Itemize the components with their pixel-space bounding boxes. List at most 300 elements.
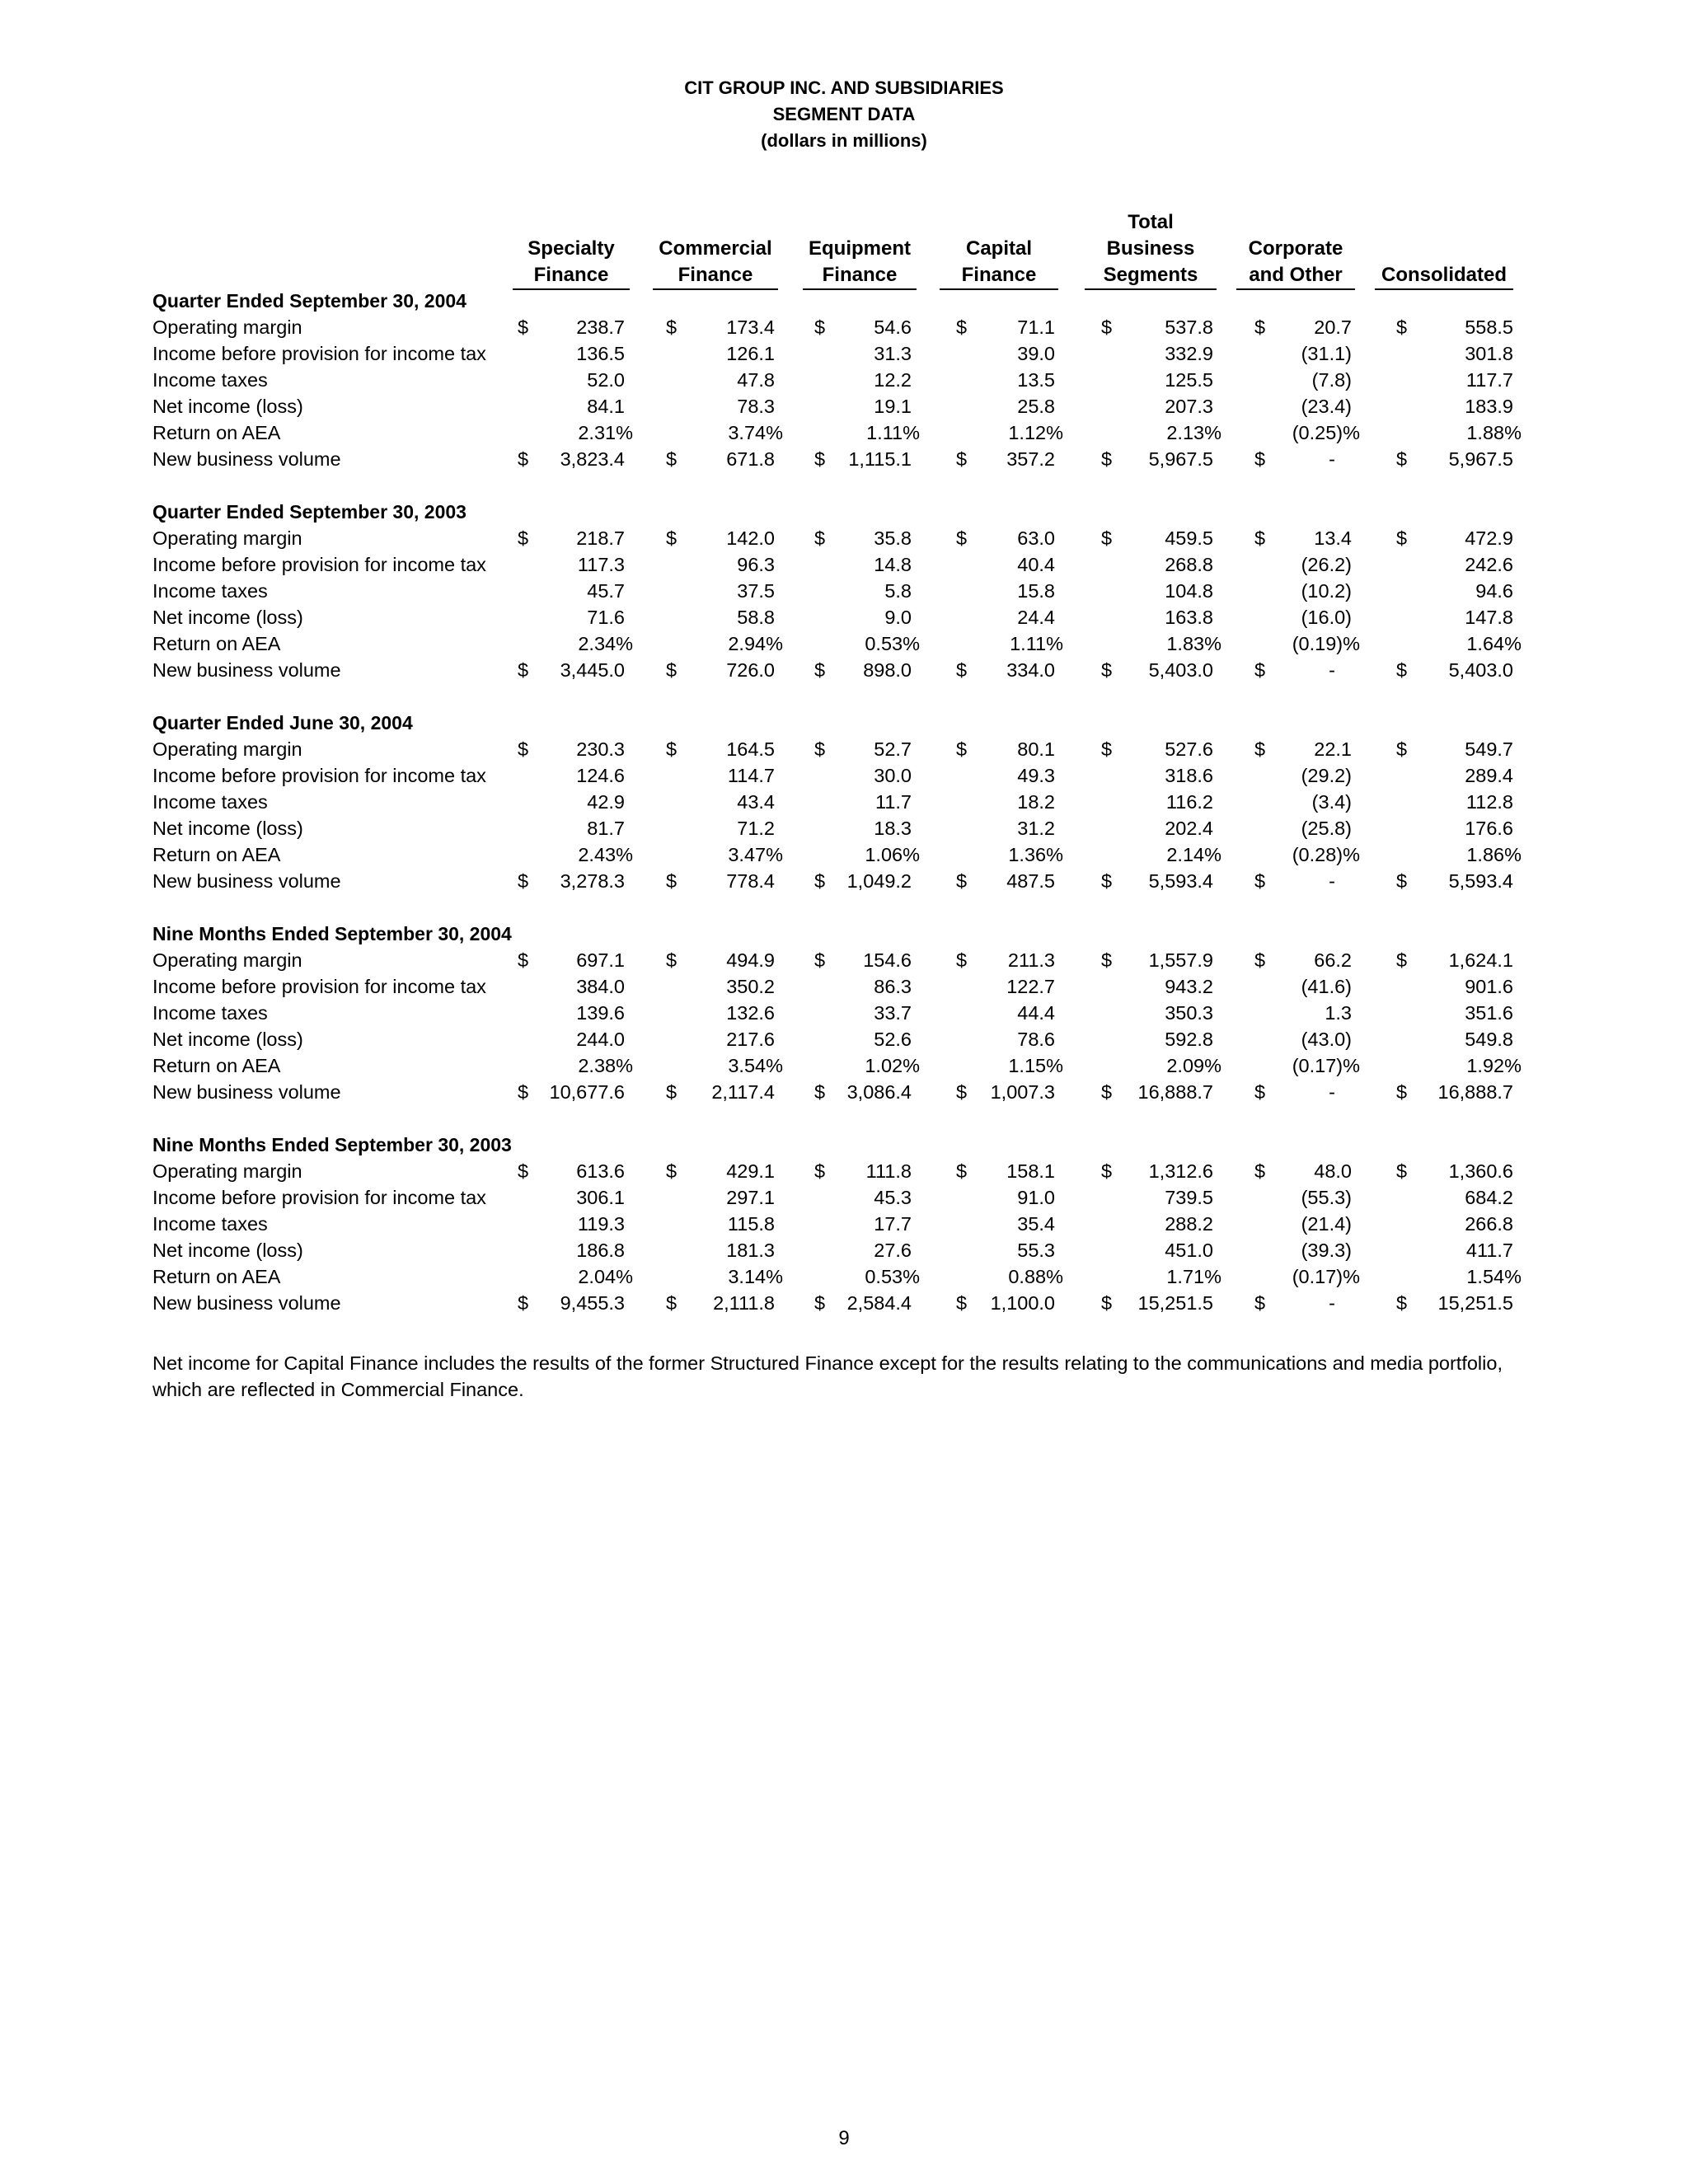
currency-symbol: $ [1101, 738, 1113, 760]
table-cell: 55.3 [1017, 1240, 1055, 1261]
table-cell: 42.9 [587, 791, 625, 813]
table-cell: 5.8 [884, 580, 912, 602]
row-label: Income before provision for income tax [152, 976, 486, 997]
column-header-line: Finance [822, 264, 898, 286]
table-cell: 154.6 [863, 949, 912, 971]
table-cell: 0.53% [865, 633, 920, 654]
table-cell: 1.11% [866, 422, 920, 443]
table-cell: 238.7 [576, 316, 625, 338]
table-cell: 1,624.1 [1448, 949, 1513, 971]
currency-symbol: $ [956, 738, 968, 760]
row-label: Income taxes [152, 1213, 268, 1235]
currency-symbol: $ [814, 870, 826, 892]
column-header-line: Equipment [809, 237, 911, 260]
currency-symbol: $ [1254, 1292, 1266, 1314]
table-cell: 1.71% [1166, 1266, 1221, 1287]
currency-symbol: $ [518, 316, 529, 338]
table-cell: (16.0) [1301, 607, 1352, 628]
table-cell: 66.2 [1314, 949, 1352, 971]
table-cell: (10.2) [1301, 580, 1352, 602]
row-label: Operating margin [152, 1160, 302, 1182]
table-cell: 459.5 [1165, 527, 1213, 549]
table-cell: 71.2 [737, 818, 775, 839]
table-cell: 1.06% [865, 844, 920, 865]
row-label: Operating margin [152, 949, 302, 971]
table-cell: 3.14% [728, 1266, 783, 1287]
table-cell: 16,888.7 [1137, 1081, 1213, 1103]
row-label: New business volume [152, 659, 341, 681]
table-cell: 350.2 [726, 976, 775, 997]
column-header-line: and Other [1249, 264, 1343, 286]
table-cell: 158.1 [1006, 1160, 1055, 1182]
row-label: Income taxes [152, 369, 268, 391]
row-label: Operating margin [152, 316, 302, 338]
currency-symbol: $ [1101, 1292, 1113, 1314]
table-cell: 1.54% [1466, 1266, 1522, 1287]
currency-symbol: $ [956, 527, 968, 549]
table-cell: 147.8 [1465, 607, 1513, 628]
currency-symbol: $ [666, 870, 678, 892]
table-cell: 2.34% [578, 633, 633, 654]
row-label: Operating margin [152, 527, 302, 549]
currency-symbol: $ [814, 1292, 826, 1314]
table-cell: 91.0 [1017, 1187, 1055, 1208]
table-cell: - [1329, 870, 1335, 892]
table-cell: 96.3 [737, 554, 775, 575]
table-cell: 2,584.4 [846, 1292, 912, 1314]
table-cell: 78.6 [1017, 1029, 1055, 1050]
currency-symbol: $ [518, 949, 529, 971]
column-header-line: Business [1106, 237, 1195, 260]
column-header-line: Capital [965, 237, 1032, 260]
table-cell: 2.31% [578, 422, 633, 443]
table-cell: 49.3 [1017, 765, 1055, 786]
table-cell: 25.8 [1017, 396, 1055, 417]
table-cell: 81.7 [587, 818, 625, 839]
table-cell: 124.6 [576, 765, 625, 786]
table-cell: 112.8 [1465, 791, 1513, 813]
table-cell: 13.4 [1314, 527, 1352, 549]
table-cell: (3.4) [1311, 791, 1352, 813]
table-cell: 116.2 [1165, 791, 1213, 813]
table-cell: 429.1 [726, 1160, 775, 1182]
table-cell: 40.4 [1017, 554, 1055, 575]
table-cell: 35.8 [874, 527, 912, 549]
table-cell: 22.1 [1314, 738, 1352, 760]
table-cell: 5,593.4 [1148, 870, 1213, 892]
table-cell: 1,312.6 [1148, 1160, 1213, 1182]
currency-symbol: $ [666, 1160, 678, 1182]
table-cell: 218.7 [576, 527, 625, 549]
row-label: Income taxes [152, 1002, 268, 1024]
currency-symbol: $ [1101, 949, 1113, 971]
currency-symbol: $ [518, 1081, 529, 1103]
table-cell: 1.12% [1008, 422, 1063, 443]
table-cell: 943.2 [1165, 976, 1213, 997]
row-label: New business volume [152, 1292, 341, 1314]
currency-symbol: $ [518, 448, 529, 470]
table-cell: 104.8 [1165, 580, 1213, 602]
table-cell: 13.5 [1017, 369, 1055, 391]
currency-symbol: $ [1396, 1081, 1408, 1103]
table-cell: 3,445.0 [560, 659, 625, 681]
section-title: Quarter Ended September 30, 2004 [152, 290, 467, 312]
column-header-line: Finance [533, 264, 609, 286]
currency-symbol: $ [1254, 659, 1266, 681]
currency-symbol: $ [1396, 1292, 1408, 1314]
table-cell: 384.0 [576, 976, 625, 997]
table-cell: 207.3 [1165, 396, 1213, 417]
table-cell: 266.8 [1465, 1213, 1513, 1235]
table-cell: (39.3) [1301, 1240, 1352, 1261]
table-cell: 1.3 [1325, 1002, 1352, 1024]
column-header [803, 236, 917, 290]
column-header-line: Total [1128, 211, 1174, 233]
table-cell: 45.7 [587, 580, 625, 602]
table-cell: 306.1 [576, 1187, 625, 1208]
table-cell: (31.1) [1301, 343, 1352, 364]
section-title: Quarter Ended September 30, 2003 [152, 501, 467, 523]
column-header-line: Segments [1103, 264, 1198, 286]
row-label: Return on AEA [152, 633, 281, 654]
table-cell: 558.5 [1465, 316, 1513, 338]
table-cell: 0.88% [1008, 1266, 1063, 1287]
currency-symbol: $ [1396, 738, 1408, 760]
row-label: Return on AEA [152, 1266, 281, 1287]
table-cell: 2.94% [728, 633, 783, 654]
table-cell: 318.6 [1165, 765, 1213, 786]
currency-symbol: $ [956, 1160, 968, 1182]
table-cell: 35.4 [1017, 1213, 1055, 1235]
section-title: Nine Months Ended September 30, 2003 [152, 1134, 512, 1155]
table-cell: - [1329, 1081, 1335, 1103]
table-cell: 2.38% [578, 1055, 633, 1076]
table-cell: 117.3 [577, 554, 625, 575]
table-cell: 173.4 [726, 316, 775, 338]
table-cell: 52.7 [874, 738, 912, 760]
currency-symbol: $ [1254, 1081, 1266, 1103]
row-label: Income before provision for income tax [152, 765, 486, 786]
table-cell: 411.7 [1465, 1240, 1513, 1261]
table-cell: 2,117.4 [711, 1081, 775, 1103]
row-label: Income before provision for income tax [152, 343, 486, 364]
table-cell: (26.2) [1301, 554, 1352, 575]
table-cell: 10,677.6 [549, 1081, 625, 1103]
table-cell: 537.8 [1165, 316, 1213, 338]
table-cell: 122.7 [1006, 976, 1055, 997]
table-cell: 142.0 [726, 527, 775, 549]
currency-symbol: $ [1101, 1081, 1113, 1103]
table-cell: 117.7 [1465, 369, 1513, 391]
currency-symbol: $ [1254, 738, 1266, 760]
row-label: Income before provision for income tax [152, 1187, 486, 1208]
table-cell: (0.19)% [1292, 633, 1360, 654]
table-cell: 1,007.3 [990, 1081, 1055, 1103]
table-cell: 114.7 [727, 765, 775, 786]
table-cell: 48.0 [1314, 1160, 1352, 1182]
table-cell: 31.3 [874, 343, 912, 364]
table-cell: 183.9 [1465, 396, 1513, 417]
currency-symbol: $ [1101, 1160, 1113, 1182]
table-cell: 19.1 [874, 396, 912, 417]
currency-symbol: $ [1254, 870, 1266, 892]
table-cell: 47.8 [737, 369, 775, 391]
table-cell: 43.4 [737, 791, 775, 813]
table-cell: - [1329, 659, 1335, 681]
currency-symbol: $ [814, 527, 826, 549]
column-header [940, 236, 1058, 290]
currency-symbol: $ [518, 659, 529, 681]
table-cell: 778.4 [726, 870, 775, 892]
table-cell: 132.6 [726, 1002, 775, 1024]
currency-symbol: $ [518, 1160, 529, 1182]
row-label: Income taxes [152, 580, 268, 602]
table-cell: (55.3) [1301, 1187, 1352, 1208]
table-cell: 31.2 [1017, 818, 1055, 839]
table-cell: 684.2 [1465, 1187, 1513, 1208]
table-cell: 15,251.5 [1137, 1292, 1213, 1314]
table-cell: (29.2) [1301, 765, 1352, 786]
table-cell: 115.8 [727, 1213, 775, 1235]
currency-symbol: $ [666, 527, 678, 549]
currency-symbol: $ [956, 1292, 968, 1314]
table-cell: 549.7 [1465, 738, 1513, 760]
currency-symbol: $ [1101, 527, 1113, 549]
table-cell: 3.47% [728, 844, 783, 865]
table-cell: 217.6 [726, 1029, 775, 1050]
currency-symbol: $ [956, 949, 968, 971]
currency-symbol: $ [1101, 448, 1113, 470]
table-cell: (41.6) [1301, 976, 1352, 997]
table-cell: 1.64% [1466, 633, 1522, 654]
row-label: Net income (loss) [152, 818, 303, 839]
table-cell: 351.6 [1465, 1002, 1513, 1024]
table-cell: 332.9 [1165, 343, 1213, 364]
table-cell: 94.6 [1475, 580, 1513, 602]
table-cell: 242.6 [1465, 554, 1513, 575]
currency-symbol: $ [814, 316, 826, 338]
table-cell: 3,278.3 [560, 870, 625, 892]
table-cell: 268.8 [1165, 554, 1213, 575]
currency-symbol: $ [1396, 949, 1408, 971]
section-title: Nine Months Ended September 30, 2004 [152, 923, 512, 944]
table-cell: 211.3 [1007, 949, 1055, 971]
table-cell: - [1329, 1292, 1335, 1314]
table-cell: 5,403.0 [1448, 659, 1513, 681]
column-header [1236, 236, 1355, 290]
currency-symbol: $ [814, 949, 826, 971]
table-cell: (43.0) [1301, 1029, 1352, 1050]
table-cell: 12.2 [874, 369, 912, 391]
currency-symbol: $ [518, 1292, 529, 1314]
currency-symbol: $ [1254, 527, 1266, 549]
table-cell: 202.4 [1165, 818, 1213, 839]
table-cell: 54.6 [874, 316, 912, 338]
table-cell: 33.7 [874, 1002, 912, 1024]
column-header [1085, 209, 1217, 290]
table-cell: 11.7 [875, 791, 912, 813]
table-cell: 289.4 [1465, 765, 1513, 786]
table-cell: (25.8) [1301, 818, 1352, 839]
table-cell: 126.1 [726, 343, 775, 364]
table-cell: 494.9 [726, 949, 775, 971]
table-cell: 86.3 [874, 976, 912, 997]
table-cell: 78.3 [737, 396, 775, 417]
table-cell: 244.0 [576, 1029, 625, 1050]
table-cell: 549.8 [1465, 1029, 1513, 1050]
currency-symbol: $ [814, 738, 826, 760]
table-cell: 1,100.0 [990, 1292, 1055, 1314]
table-cell: 3,086.4 [846, 1081, 912, 1103]
row-label: Net income (loss) [152, 607, 303, 628]
currency-symbol: $ [956, 1081, 968, 1103]
table-cell: 2.43% [578, 844, 633, 865]
table-cell: 1.92% [1466, 1055, 1522, 1076]
table-cell: 18.2 [1017, 791, 1055, 813]
currency-symbol: $ [666, 738, 678, 760]
table-cell: 9,455.3 [560, 1292, 625, 1314]
table-cell: 1,557.9 [1148, 949, 1213, 971]
row-label: Income before provision for income tax [152, 554, 486, 575]
table-cell: 176.6 [1465, 818, 1513, 839]
table-cell: (21.4) [1301, 1213, 1352, 1235]
table-cell: 111.8 [865, 1160, 912, 1182]
currency-symbol: $ [956, 870, 968, 892]
table-cell: 84.1 [587, 396, 625, 417]
table-cell: 30.0 [874, 765, 912, 786]
table-cell: 2.13% [1166, 422, 1221, 443]
currency-symbol: $ [666, 949, 678, 971]
column-header-line: Commercial [659, 237, 772, 260]
currency-symbol: $ [956, 316, 968, 338]
row-label: Net income (loss) [152, 396, 303, 417]
table-cell: 1.02% [865, 1055, 920, 1076]
row-label: Return on AEA [152, 1055, 281, 1076]
currency-symbol: $ [666, 316, 678, 338]
currency-symbol: $ [1396, 1160, 1408, 1182]
table-cell: 613.6 [576, 1160, 625, 1182]
currency-symbol: $ [518, 870, 529, 892]
table-cell: - [1329, 448, 1335, 470]
table-cell: 136.5 [576, 343, 625, 364]
currency-symbol: $ [1101, 870, 1113, 892]
table-cell: 288.2 [1165, 1213, 1213, 1235]
row-label: Return on AEA [152, 422, 281, 443]
row-label: Net income (loss) [152, 1240, 303, 1261]
table-cell: 1.88% [1466, 422, 1522, 443]
column-header-line: Finance [678, 264, 753, 286]
table-cell: 163.8 [1165, 607, 1213, 628]
table-cell: 14.8 [874, 554, 912, 575]
table-cell: 71.1 [1017, 316, 1055, 338]
table-cell: 5,967.5 [1148, 448, 1213, 470]
company-name: CIT GROUP INC. AND SUBSIDIARIES [684, 77, 1004, 98]
currency-symbol: $ [666, 659, 678, 681]
table-cell: 5,403.0 [1148, 659, 1213, 681]
table-cell: 0.53% [865, 1266, 920, 1287]
table-cell: 15.8 [1017, 580, 1055, 602]
table-cell: 186.8 [576, 1240, 625, 1261]
table-cell: 1.36% [1008, 844, 1063, 865]
table-cell: 1.83% [1166, 633, 1221, 654]
column-header [653, 236, 778, 290]
currency-symbol: $ [666, 1292, 678, 1314]
column-header [513, 236, 630, 290]
table-cell: 1.15% [1008, 1055, 1063, 1076]
table-cell: 2.04% [578, 1266, 633, 1287]
column-header-line: Consolidated [1381, 264, 1507, 286]
currency-symbol: $ [1101, 659, 1113, 681]
table-cell: 16,888.7 [1437, 1081, 1513, 1103]
column-header-line: Specialty [528, 237, 615, 260]
table-cell: 527.6 [1165, 738, 1213, 760]
table-cell: 726.0 [726, 659, 775, 681]
table-cell: (0.25)% [1292, 422, 1360, 443]
table-cell: (0.17)% [1292, 1266, 1360, 1287]
table-cell: 350.3 [1165, 1002, 1213, 1024]
table-cell: 18.3 [874, 818, 912, 839]
currency-symbol: $ [518, 738, 529, 760]
table-cell: (0.17)% [1292, 1055, 1360, 1076]
units-note: (dollars in millions) [761, 130, 927, 151]
currency-symbol: $ [1254, 949, 1266, 971]
table-cell: 592.8 [1165, 1029, 1213, 1050]
row-label: Operating margin [152, 738, 302, 760]
row-label: Return on AEA [152, 844, 281, 865]
table-cell: 1,360.6 [1448, 1160, 1513, 1182]
currency-symbol: $ [814, 1160, 826, 1182]
currency-symbol: $ [518, 527, 529, 549]
table-cell: 125.5 [1165, 369, 1213, 391]
table-cell: 164.5 [726, 738, 775, 760]
table-cell: 1.86% [1466, 844, 1522, 865]
table-cell: 27.6 [874, 1240, 912, 1261]
table-cell: 451.0 [1165, 1240, 1213, 1261]
section-title: Quarter Ended June 30, 2004 [152, 712, 413, 733]
table-cell: 5,967.5 [1448, 448, 1513, 470]
row-label: New business volume [152, 448, 341, 470]
row-label: Income taxes [152, 791, 268, 813]
currency-symbol: $ [814, 1081, 826, 1103]
table-cell: 2.14% [1166, 844, 1221, 865]
table-cell: 24.4 [1017, 607, 1055, 628]
table-cell: 15,251.5 [1437, 1292, 1513, 1314]
table-cell: 472.9 [1465, 527, 1513, 549]
table-cell: 39.0 [1017, 343, 1055, 364]
table-cell: 2.09% [1166, 1055, 1221, 1076]
table-cell: 45.3 [874, 1187, 912, 1208]
currency-symbol: $ [1101, 316, 1113, 338]
column-header-line: Corporate [1248, 237, 1343, 260]
table-cell: 37.5 [737, 580, 775, 602]
currency-symbol: $ [666, 1081, 678, 1103]
table-cell: 181.3 [726, 1240, 775, 1261]
table-cell: 1,115.1 [848, 448, 912, 470]
currency-symbol: $ [1396, 316, 1408, 338]
table-cell: 901.6 [1465, 976, 1513, 997]
table-cell: 80.1 [1017, 738, 1055, 760]
row-label: New business volume [152, 1081, 341, 1103]
table-cell: 3.74% [728, 422, 783, 443]
currency-symbol: $ [666, 448, 678, 470]
column-header [1375, 262, 1513, 290]
table-cell: 1,049.2 [846, 870, 912, 892]
table-cell: (7.8) [1311, 369, 1352, 391]
currency-symbol: $ [956, 659, 968, 681]
currency-symbol: $ [1396, 527, 1408, 549]
table-cell: 3,823.4 [560, 448, 625, 470]
row-label: Net income (loss) [152, 1029, 303, 1050]
